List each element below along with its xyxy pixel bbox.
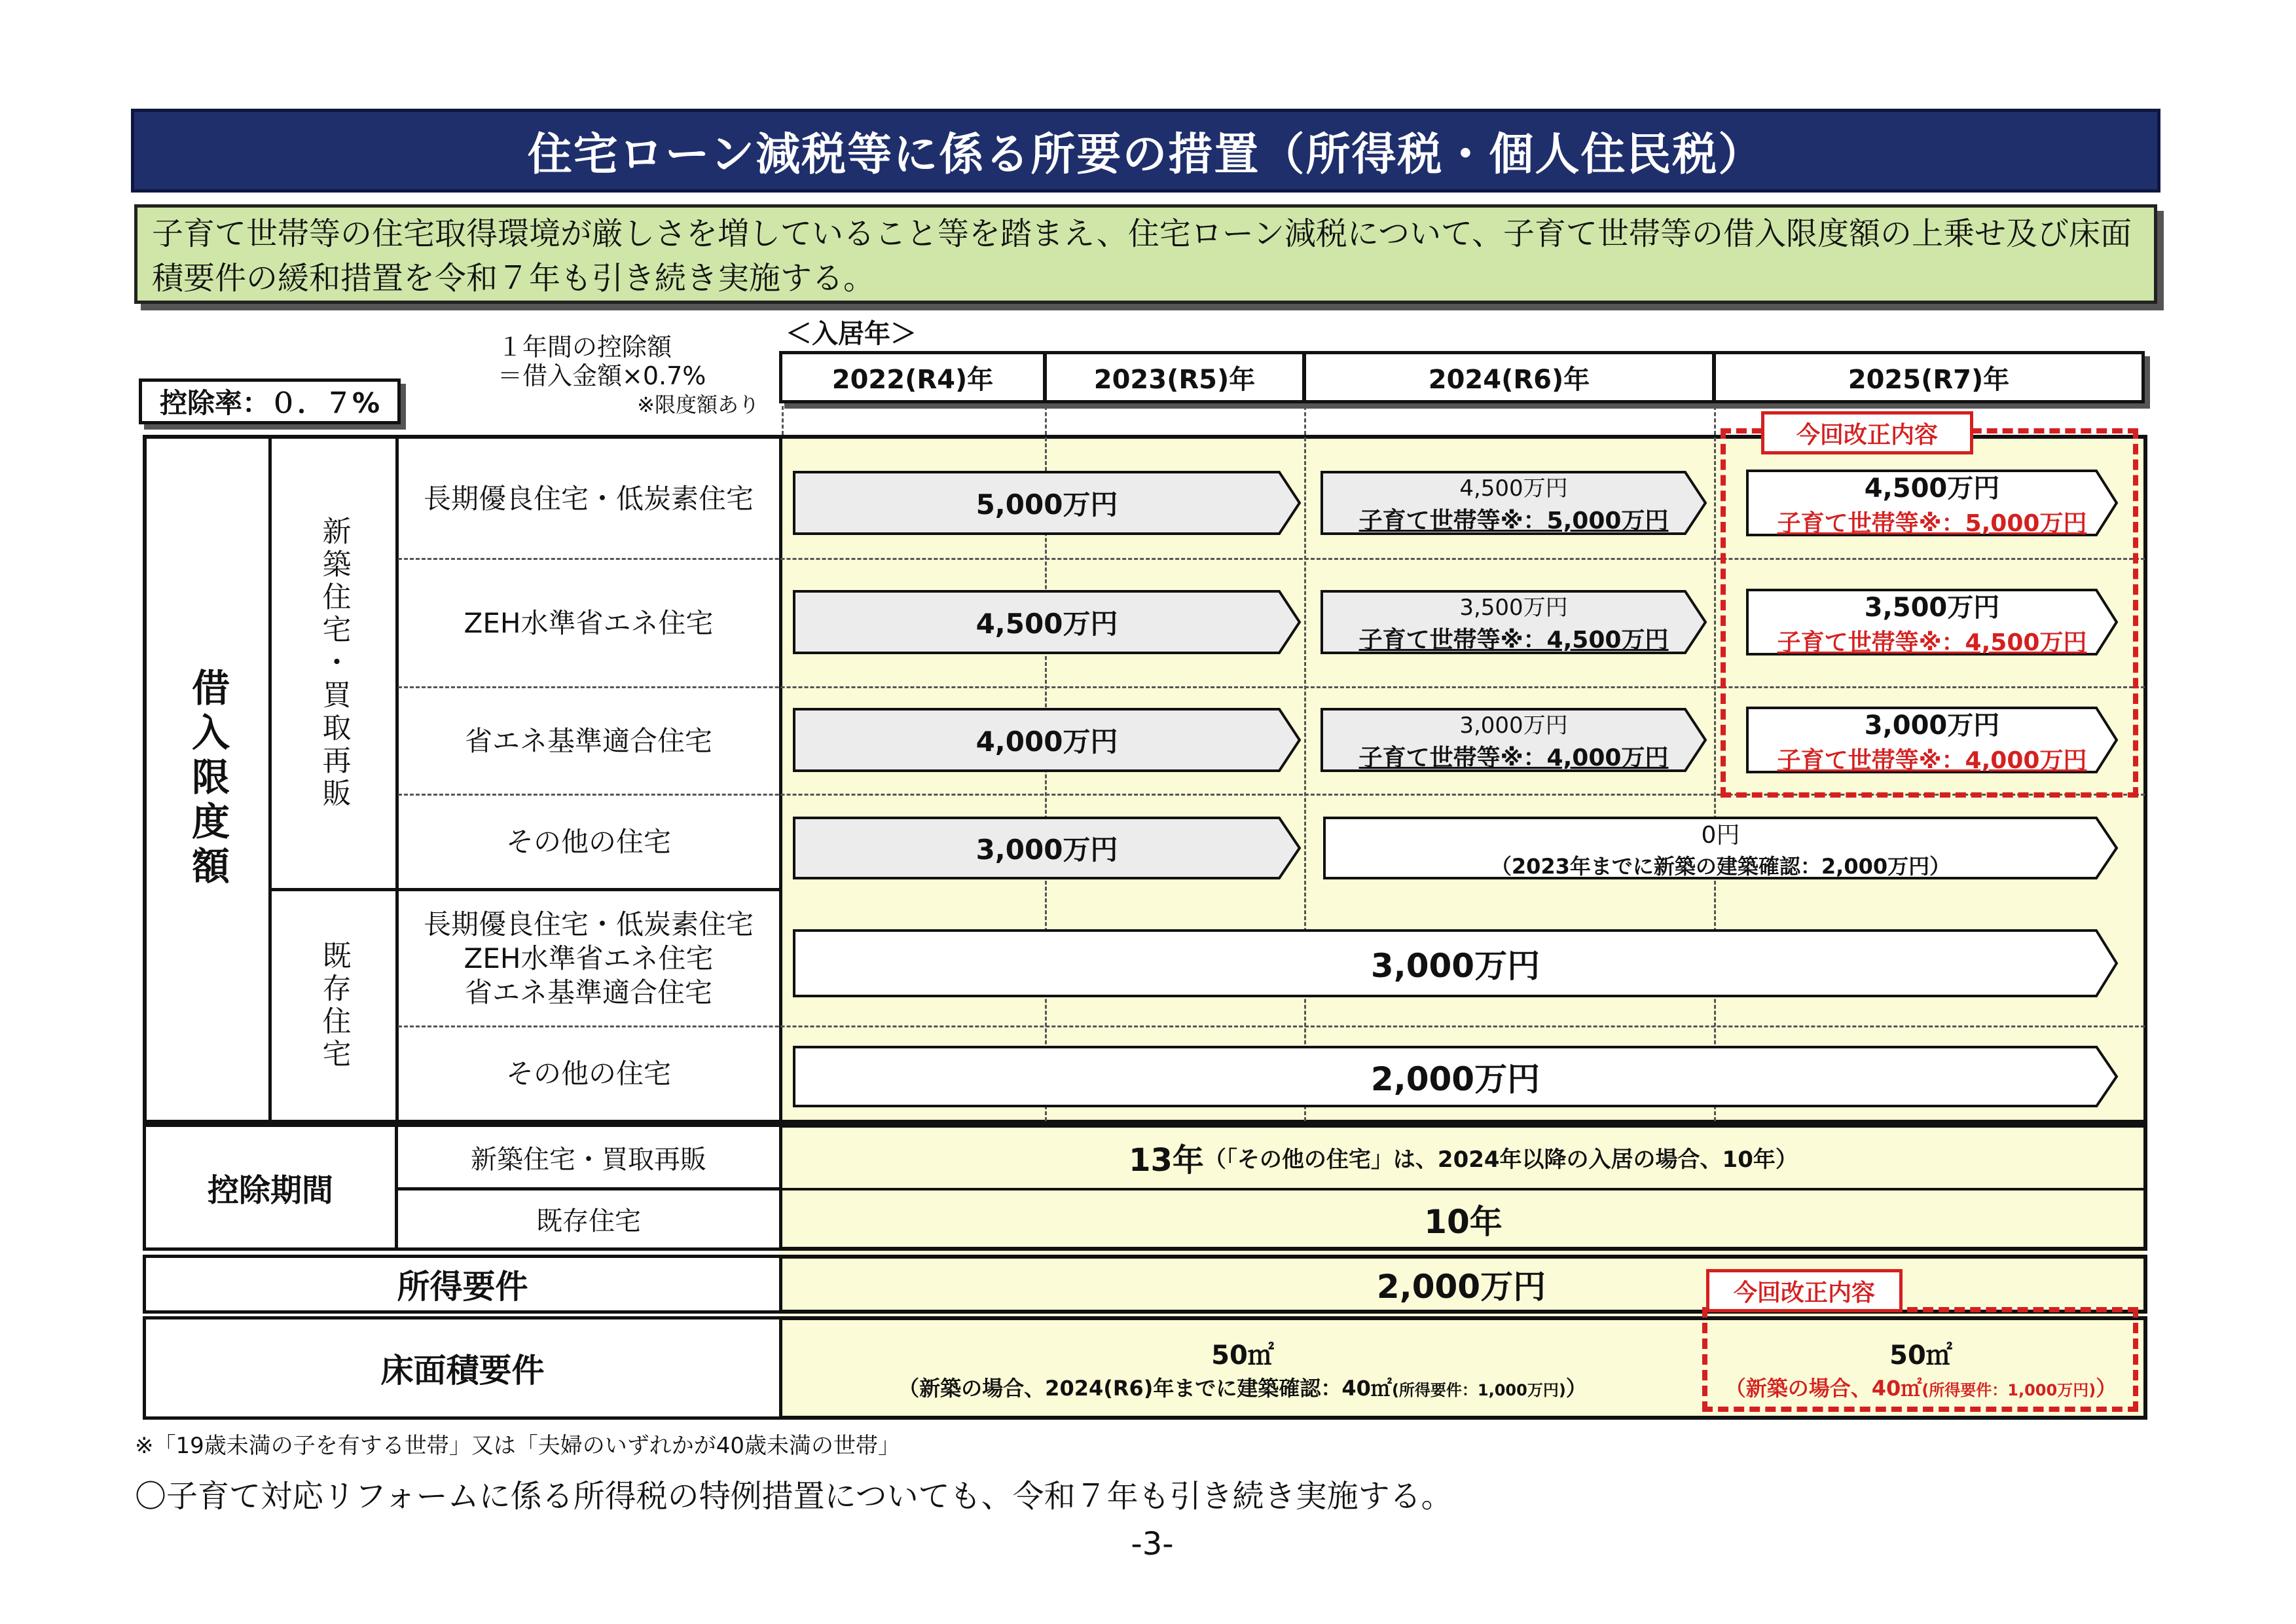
value-zeh-2024-child: 子育て世帯等※：4,500万円 <box>1358 627 1669 654</box>
revision-tag-floor: 今回改正内容 <box>1706 1269 1903 1312</box>
new-housing-label-cell <box>272 439 395 888</box>
row-separator <box>398 1025 2145 1027</box>
row-label-zeh: ZEH水準省エネ住宅 <box>464 607 714 639</box>
footnote: ※「19歳未満の子を有する世帯」又は「夫婦のいずれかが40歳未満の世帯」 <box>135 1433 901 1459</box>
value-energy-2024: 3,000万円 <box>1459 712 1568 739</box>
value-long-term-2025-child: 子育て世帯等※：5,000万円 <box>1777 510 2087 537</box>
column-guide <box>1304 406 1306 435</box>
year-header-2022: 2022(R4)年 <box>779 351 1046 403</box>
value-existing-certified: 3,000万円 <box>1370 947 1540 985</box>
floor-area-left <box>783 1320 1702 1416</box>
value-long-term-2022-2023: 5,000万円 <box>975 489 1118 521</box>
column-guide <box>1714 406 1716 435</box>
year-header-2025: 2025(R7)年 <box>1713 351 2145 403</box>
arrow-long-term-2024 <box>1320 470 1707 536</box>
column-guide <box>1045 437 1047 1121</box>
value-energy-2025: 3,000万円 <box>1864 710 2000 741</box>
move-in-year-label: ＜入居年＞ <box>786 319 917 349</box>
floor-area-right-note-a: （新築の場合、40㎡ <box>1724 1375 1922 1401</box>
floor-area-left-note-small: (所得要件：1,000万円) <box>1391 1380 1566 1399</box>
new-housing-label: 新築住宅・買取再販 <box>317 516 351 811</box>
annual-deduction-line2: ＝借入金額×0.7% <box>498 361 706 390</box>
deduction-period-new-value <box>782 1128 2145 1187</box>
column-guide <box>1714 437 1716 1121</box>
value-existing-other: 2,000万円 <box>1370 1060 1540 1098</box>
row-label-energy-saving: 省エネ基準適合住宅 <box>464 725 712 757</box>
deduction-period-existing-value: 10年 <box>1424 1203 1503 1241</box>
value-energy-2024-child: 子育て世帯等※：4,000万円 <box>1358 745 1669 771</box>
divider <box>779 435 782 1124</box>
value-zeh-2022-2023: 4,500万円 <box>975 608 1118 640</box>
floor-area-label: 床面積要件 <box>143 1316 782 1420</box>
annual-deduction-note <box>498 333 773 419</box>
deduction-period-new-label: 新築住宅・買取再販 <box>395 1124 782 1190</box>
value-long-term-2025: 4,500万円 <box>1864 473 2000 504</box>
existing-type-1: 長期優良住宅・低炭素住宅 <box>423 908 754 940</box>
revision-highlight-borrowing <box>1721 428 2138 798</box>
floor-area-right-note-b: ） <box>2096 1375 2117 1401</box>
revision-tag-borrowing: 今回改正内容 <box>1761 411 1973 454</box>
deduction-period-label: 控除期間 <box>143 1124 398 1251</box>
arrow-other-2024-2025 <box>1322 816 2119 880</box>
value-long-term-2024-child: 子育て世帯等※：5,000万円 <box>1358 507 1669 534</box>
income-requirement-label: 所得要件 <box>143 1255 782 1314</box>
summary-box: 子育て世帯等の住宅取得環境が厳しさを増していること等を踏まえ、住宅ローン減税について、子育て世帯等の借入限度額の上乗せ及び床面積要件の緩和措置を令和７年も引き続き実施する。 <box>134 204 2157 304</box>
value-other-2024-2025-note: （2023年までに新築の建築確認：2,000万円） <box>1490 853 1951 879</box>
value-zeh-2025: 3,500万円 <box>1864 593 2000 623</box>
floor-area-left-main: 50㎡ <box>1211 1340 1274 1371</box>
value-other-2024-2025: 0円 <box>1701 821 1740 849</box>
revision-highlight-floor <box>1702 1307 2138 1412</box>
deduction-rate-box: 控除率：０．７% <box>139 378 401 424</box>
column-guide <box>1045 406 1047 435</box>
column-guide <box>1304 437 1306 1121</box>
existing-type-2: ZEH水準省エネ住宅 <box>464 942 714 974</box>
value-zeh-2024: 3,500万円 <box>1459 595 1568 621</box>
arrow-existing-other <box>792 1045 2119 1108</box>
floor-area-left-note-b: ） <box>1565 1375 1587 1401</box>
floor-area-left-note-a: （新築の場合、2024(R6)年までに建築確認：40㎡ <box>898 1375 1392 1401</box>
deduction-period-existing-label: 既存住宅 <box>395 1187 782 1251</box>
arrow-energy-2022-2023 <box>792 707 1302 773</box>
existing-housing-label: 既存住宅 <box>317 940 351 1071</box>
year-header-2023: 2023(R5)年 <box>1044 351 1305 403</box>
arrow-existing-certified <box>792 929 2119 998</box>
value-energy-2022-2023: 4,000万円 <box>975 726 1118 758</box>
row-label-existing-certified <box>399 892 778 1025</box>
reform-note: 〇子育て対応リフォームに係る所得税の特例措置についても、令和７年も引き続き実施する。 <box>135 1478 1453 1515</box>
floor-area-right-note-small: (所得要件：1,000万円) <box>1922 1380 2096 1399</box>
year-header-2024: 2024(R6)年 <box>1303 351 1715 403</box>
floor-area-left-note <box>898 1372 1587 1402</box>
deduction-period-new-big: 13年 <box>1129 1141 1204 1179</box>
borrowing-limit-label: 借入限度額 <box>185 668 230 891</box>
row-label-existing-other: その他の住宅 <box>505 1058 671 1090</box>
arrow-long-term-2022-2023 <box>792 470 1302 536</box>
annual-deduction-line1: １年間の控除額 <box>498 333 672 361</box>
value-energy-2025-child: 子育て世帯等※：4,000万円 <box>1777 747 2087 774</box>
income-requirement-value: 2,000万円 <box>779 1255 2147 1314</box>
borrowing-limit-label-cell <box>147 439 268 1120</box>
page-title: 住宅ローン減税等に係る所要の措置（所得税・個人住民税） <box>131 109 2160 193</box>
value-zeh-2025-child: 子育て世帯等※：4,500万円 <box>1777 629 2087 656</box>
row-label-other: その他の住宅 <box>505 826 671 858</box>
row-label-long-term: 長期優良住宅・低炭素住宅 <box>423 483 754 515</box>
value-long-term-2024: 4,500万円 <box>1459 475 1568 502</box>
arrow-energy-2024 <box>1320 707 1707 773</box>
arrow-other-2022-2023 <box>792 816 1302 880</box>
value-other-2022-2023: 3,000万円 <box>975 834 1118 866</box>
arrow-zeh-2022-2023 <box>792 589 1302 655</box>
floor-area-right-main: 50㎡ <box>1889 1340 1952 1371</box>
page-number: -3- <box>1131 1526 1174 1562</box>
column-guide <box>782 406 784 435</box>
existing-housing-label-cell <box>272 891 395 1120</box>
existing-type-3: 省エネ基準適合住宅 <box>464 976 712 1008</box>
annual-deduction-line3: ※限度額あり <box>637 392 759 417</box>
arrow-zeh-2024 <box>1320 589 1707 655</box>
deduction-period-new-note: （「その他の住宅」は、2024年以降の入居の場合、10年） <box>1203 1146 1798 1173</box>
